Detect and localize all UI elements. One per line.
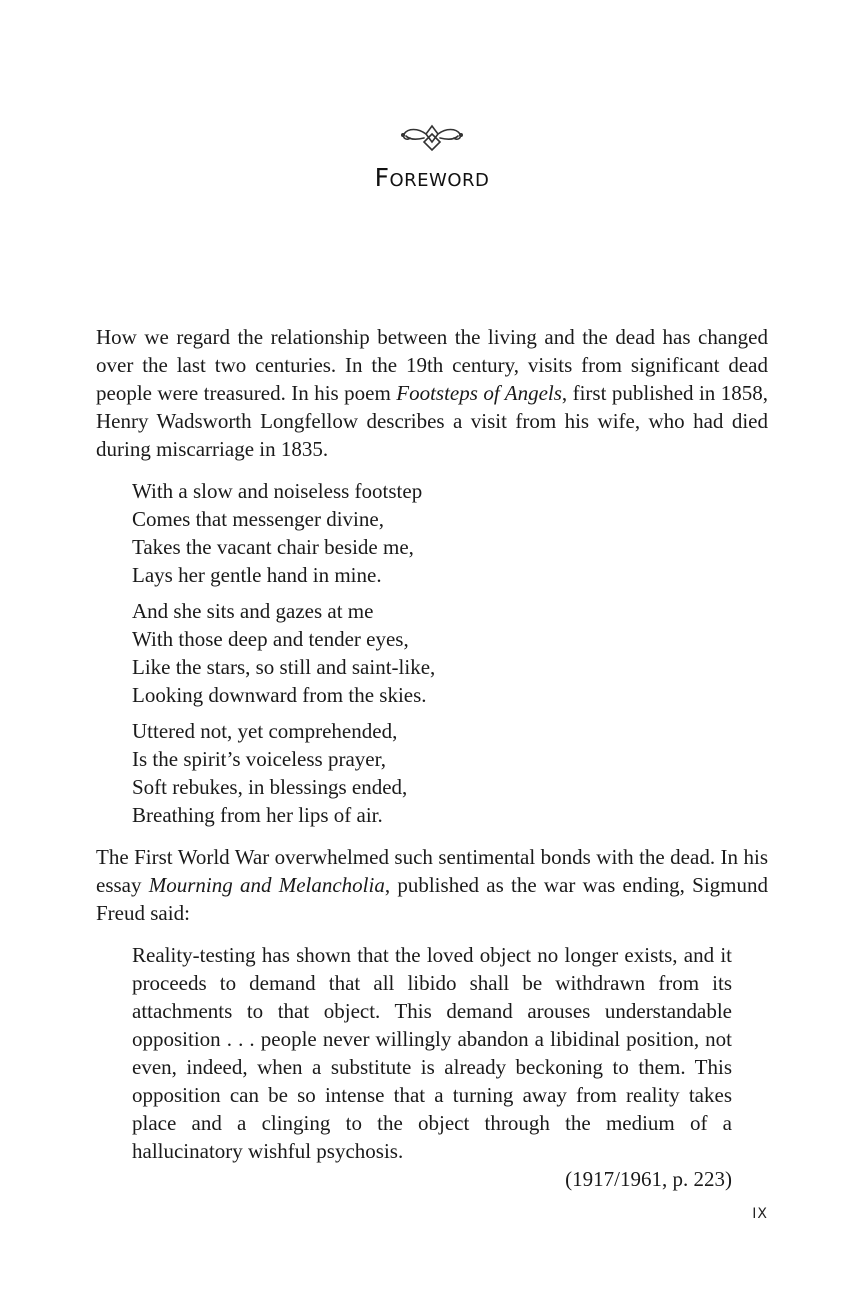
poem-line: Comes that messenger divine, [132,507,384,531]
page-number: IX [752,1206,768,1222]
poem-line: Breathing from her lips of air. [132,803,383,827]
poem-line: Takes the vacant chair beside me, [132,535,414,559]
paragraph-freud [96,843,768,927]
poem-line: Lays her gentle hand in mine. [132,563,382,587]
poem-line: And she sits and gazes at me [132,599,374,623]
poem-line: Looking downward from the skies. [132,683,427,707]
block-quote: Reality-testing has shown that the loved object no longer exists, and it proceeds to demand that all libido shall be withdrawn from its attachments to that object. This demand arouses understandable opposition . . . people never willingly abandon a libidinal position, not even, indeed, when a substitute is already beckoning to them. This opposition can be so intense that a turning away from reality takes place and a clinging to the object through the medium of a hallucinatory wishful psychosis. [132,943,732,1163]
poem-stanza-1 [132,477,732,589]
poem-line: Is the spirit’s voiceless prayer, [132,747,387,771]
paragraph-text: How we regard the relationship between the living and the dead has changed over the last two centuries. In the 19th century, visits from significant dead people were treasured. In his poem [96,325,768,405]
poem-title: Footsteps of Angels [396,381,562,405]
poem-line: With a slow and noiseless footstep [132,479,423,503]
fleuron-ornament-icon [398,122,466,156]
paragraph-text: , first published in 1858, Henry Wadsworth Longfellow describes a visit from his wife, who had died during miscarriage in 1835. [96,381,768,461]
quote-citation: (1917/1961, p. 223) [565,1167,732,1191]
poem-line: Uttered not, yet comprehended, [132,719,398,743]
paragraph-text: The First World War overwhelmed such sentimental bonds with the dead. In his essay [96,845,768,897]
essay-title: Mourning and Melancholia [148,873,385,897]
paragraph-intro [96,323,768,463]
poem-line: Soft rebukes, in blessings ended, [132,775,408,799]
poem-stanza-3 [132,717,732,829]
poem-line: Like the stars, so still and saint-like, [132,655,436,679]
paragraph-text: , published as the war was ending, Sigmund Freud said: [96,873,768,925]
chapter-title: Foreword [374,163,490,192]
poem-stanza-2 [132,597,732,709]
poem-line: With those deep and tender eyes, [132,627,409,651]
